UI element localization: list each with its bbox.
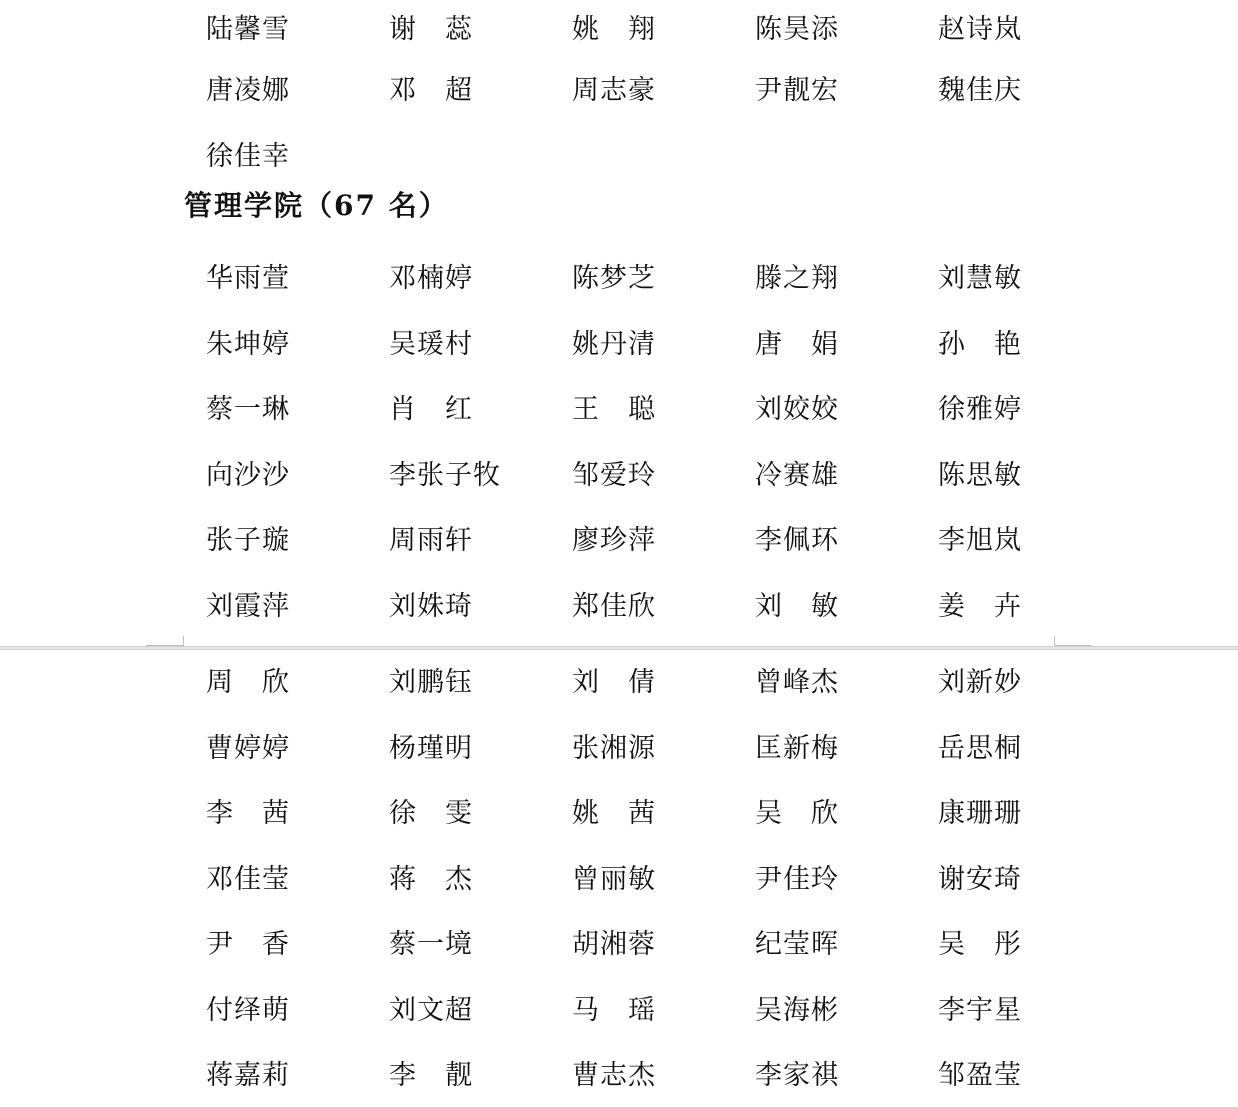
person-name: 滕之翔 xyxy=(755,263,839,295)
person-name: 邹爱玲 xyxy=(572,459,656,491)
name-row xyxy=(0,650,1238,716)
person-name: 陈昊添 xyxy=(755,13,839,45)
person-name: 徐佳幸 xyxy=(206,140,290,172)
person-name: 尹 香 xyxy=(206,929,290,961)
person-name: 冷赛雄 xyxy=(755,459,839,491)
person-name: 曾峰杰 xyxy=(755,667,839,699)
person-name: 徐 雯 xyxy=(389,798,473,830)
person-name: 刘 倩 xyxy=(572,667,656,699)
name-row xyxy=(0,377,1238,443)
person-name: 胡湘蓉 xyxy=(572,929,656,961)
name-row xyxy=(0,847,1238,913)
person-name: 陈思敏 xyxy=(938,459,1022,491)
person-name: 马 瑶 xyxy=(572,994,656,1026)
person-name: 李旭岚 xyxy=(938,525,1022,557)
person-name: 尹佳玲 xyxy=(755,863,839,895)
person-name: 刘文超 xyxy=(389,994,473,1026)
person-name: 王 聪 xyxy=(572,394,656,426)
person-name: 姚 翔 xyxy=(572,13,656,45)
person-name: 朱坤婷 xyxy=(206,328,290,360)
person-name: 曹婷婷 xyxy=(206,732,290,764)
name-row xyxy=(0,978,1238,1044)
person-name: 刘慧敏 xyxy=(938,263,1022,295)
person-name: 匡新梅 xyxy=(755,732,839,764)
person-name: 郑佳欣 xyxy=(572,590,656,622)
person-name: 吴瑗村 xyxy=(389,328,473,360)
person-name: 吴海彬 xyxy=(755,994,839,1026)
person-name: 赵诗岚 xyxy=(938,13,1022,45)
person-name: 谢安琦 xyxy=(938,863,1022,895)
person-name: 李家祺 xyxy=(755,1060,839,1092)
person-name: 姚 茜 xyxy=(572,798,656,830)
person-name: 李佩环 xyxy=(755,525,839,557)
person-name: 姜 卉 xyxy=(938,590,1022,622)
person-name: 张子璇 xyxy=(206,525,290,557)
person-name: 付绎萌 xyxy=(206,994,290,1026)
person-name: 刘姣姣 xyxy=(755,394,839,426)
person-name: 华雨萱 xyxy=(206,263,290,295)
person-name: 孙 艳 xyxy=(938,328,1022,360)
name-row xyxy=(0,781,1238,847)
person-name: 岳思桐 xyxy=(938,732,1022,764)
previous-section-name-list xyxy=(0,0,1238,189)
person-name: 邹盈莹 xyxy=(938,1060,1022,1092)
document-page-2 xyxy=(0,650,1238,1107)
person-name: 吴 彤 xyxy=(938,929,1022,961)
person-name: 蔡一境 xyxy=(389,929,473,961)
person-name: 李宇星 xyxy=(938,994,1022,1026)
name-row xyxy=(0,1043,1238,1107)
person-name: 廖珍萍 xyxy=(572,525,656,557)
person-name: 康珊珊 xyxy=(938,798,1022,830)
name-row xyxy=(0,716,1238,782)
person-name: 邓 超 xyxy=(389,75,473,107)
page-corner-mark xyxy=(146,636,184,646)
person-name: 谢 蕊 xyxy=(389,13,473,45)
person-name: 曾丽敏 xyxy=(572,863,656,895)
page-corner-mark xyxy=(1054,636,1092,646)
name-row xyxy=(0,124,1238,190)
person-name: 周 欣 xyxy=(206,667,290,699)
name-row xyxy=(0,58,1238,124)
person-name: 曹志杰 xyxy=(572,1060,656,1092)
name-row xyxy=(0,312,1238,378)
person-name: 刘 敏 xyxy=(755,590,839,622)
person-name: 刘姝琦 xyxy=(389,590,473,622)
person-name: 向沙沙 xyxy=(206,459,290,491)
person-name: 刘鹏钰 xyxy=(389,667,473,699)
name-row xyxy=(0,0,1238,58)
person-name: 唐凌娜 xyxy=(206,75,290,107)
person-name: 肖 红 xyxy=(389,394,473,426)
name-row xyxy=(0,443,1238,509)
person-name: 陆馨雪 xyxy=(206,13,290,45)
person-name: 邓楠婷 xyxy=(389,263,473,295)
management-school-name-list-page-1 xyxy=(0,246,1238,639)
person-name: 姚丹清 xyxy=(572,328,656,360)
management-school-name-list-page-2 xyxy=(0,650,1238,1107)
person-name: 尹靓宏 xyxy=(755,75,839,107)
person-name: 蔡一琳 xyxy=(206,394,290,426)
person-name: 李 靓 xyxy=(389,1060,473,1092)
name-row xyxy=(0,912,1238,978)
person-name: 杨瑾明 xyxy=(389,732,473,764)
person-name: 纪莹晖 xyxy=(755,929,839,961)
name-row xyxy=(0,574,1238,640)
person-name: 李张子牧 xyxy=(389,459,501,491)
person-name: 周志豪 xyxy=(572,75,656,107)
person-name: 张湘源 xyxy=(572,732,656,764)
name-row xyxy=(0,246,1238,312)
section-heading: 管理学院（67 名） xyxy=(184,189,449,222)
person-name: 魏佳庆 xyxy=(938,75,1022,107)
person-name: 蒋嘉莉 xyxy=(206,1060,290,1092)
person-name: 刘霞萍 xyxy=(206,590,290,622)
name-row xyxy=(0,508,1238,574)
person-name: 李 茜 xyxy=(206,798,290,830)
person-name: 周雨轩 xyxy=(389,525,473,557)
person-name: 吴 欣 xyxy=(755,798,839,830)
person-name: 唐 娟 xyxy=(755,328,839,360)
person-name: 邓佳莹 xyxy=(206,863,290,895)
person-name: 刘新妙 xyxy=(938,667,1022,699)
person-name: 蒋 杰 xyxy=(389,863,473,895)
person-name: 徐雅婷 xyxy=(938,394,1022,426)
person-name: 陈梦芝 xyxy=(572,263,656,295)
